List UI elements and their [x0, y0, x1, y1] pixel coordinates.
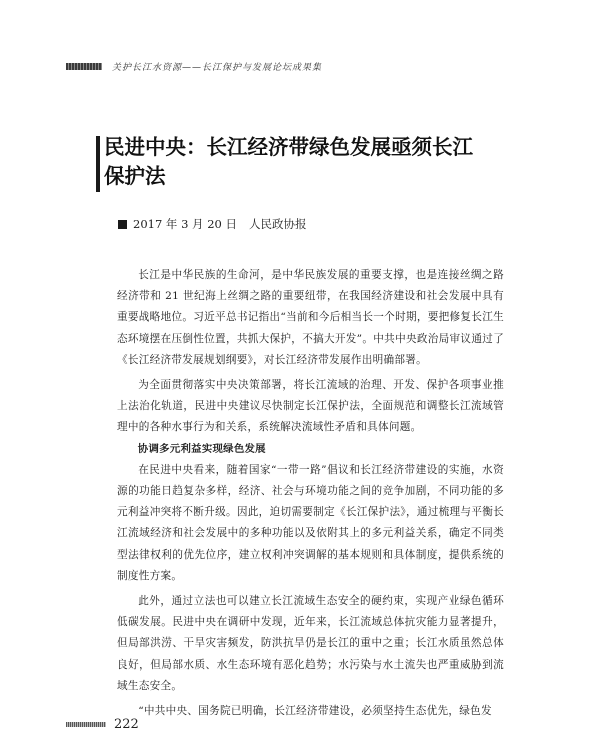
title-accent-bar — [96, 136, 100, 192]
byline — [118, 216, 307, 232]
paragraph: 为全面贯彻落实中央决策部署，将长江流域的治理、开发、保护各项事业推上法治化轨道，民进中央建议尽快制定长江保护法，全面规范和调整长江流域管理中的各种水事行为和关系，系统解决流域性矛盾和具体问题。 — [117, 379, 504, 434]
paragraph: 长江是中华民族的生命河，是中华民族发展的重要支撑，也是连接丝绸之路经济带和 21 世纪海上丝绸之路的重要纽带，在我国经济建设和社会发展中具有重要战略地位。习近平总书记指出“当前和今后相当长一个时期，要把修复长江生态环境摆在压倒性位置，共抓大保护，不搞大开发”。中共中央政治局审议通过了《长江经济带发展规划纲要》，对长江经济带发展作出明确部署。 — [117, 269, 504, 366]
paragraph: 在民进中央看来，随着国家“一带一路”倡议和长江经济带建设的实施，水资源的功能日趋复杂多样，经济、社会与环境功能之间的竞争加剧，不同功能的多元利益冲突将不断升级。因此，迫切需要制定《长江保护法》，通过梳理与平衡长江流域经济和社会发展中的多种功能以及依附其上的多元利益关系，确定不同类型法律权利的优先位序，建立权利冲突调解的基本规则和具体制度，提供系统的制度性方案。 — [117, 463, 504, 582]
footer-decoration — [66, 722, 106, 727]
page-footer — [66, 717, 139, 732]
article-title — [104, 133, 524, 191]
running-header — [66, 58, 536, 74]
page-number: 222 — [114, 717, 139, 732]
article-body — [117, 265, 504, 722]
publication-source: 人民政协报 — [249, 217, 307, 231]
article-title-block — [104, 133, 524, 191]
paragraph: 此外，通过立法也可以建立长江流域生态安全的硬约束，实现产业绿色循环低碳发展。民进中央在调研中发现，近年来，长江流域总体抗灾能力显著提升，但局部洪涝、干旱灾害频发，防洪抗旱仍是长江的重中之重；长江水质虽然总体良好，但局部水质、水生态环境有恶化趋势；水污染与水土流失也严重威胁到流域生态安全。 — [117, 595, 504, 692]
paragraph: “中共中央、国务院已明确，长江经济带建设，必须坚持生态优先，绿色发 — [138, 705, 492, 718]
running-title: 关护长江水资源——长江保护与发展论坛成果集 — [112, 62, 323, 73]
title-line-2: 保护法 — [104, 164, 166, 188]
header-decoration — [66, 63, 102, 70]
publish-date: 2017 年 3 月 20 日 — [133, 217, 237, 231]
section-heading: 协调多元利益实现绿色发展 — [137, 442, 266, 455]
byline-square-icon — [118, 220, 127, 229]
title-line-1: 民进中央：长江经济带绿色发展亟须长江 — [104, 135, 473, 159]
